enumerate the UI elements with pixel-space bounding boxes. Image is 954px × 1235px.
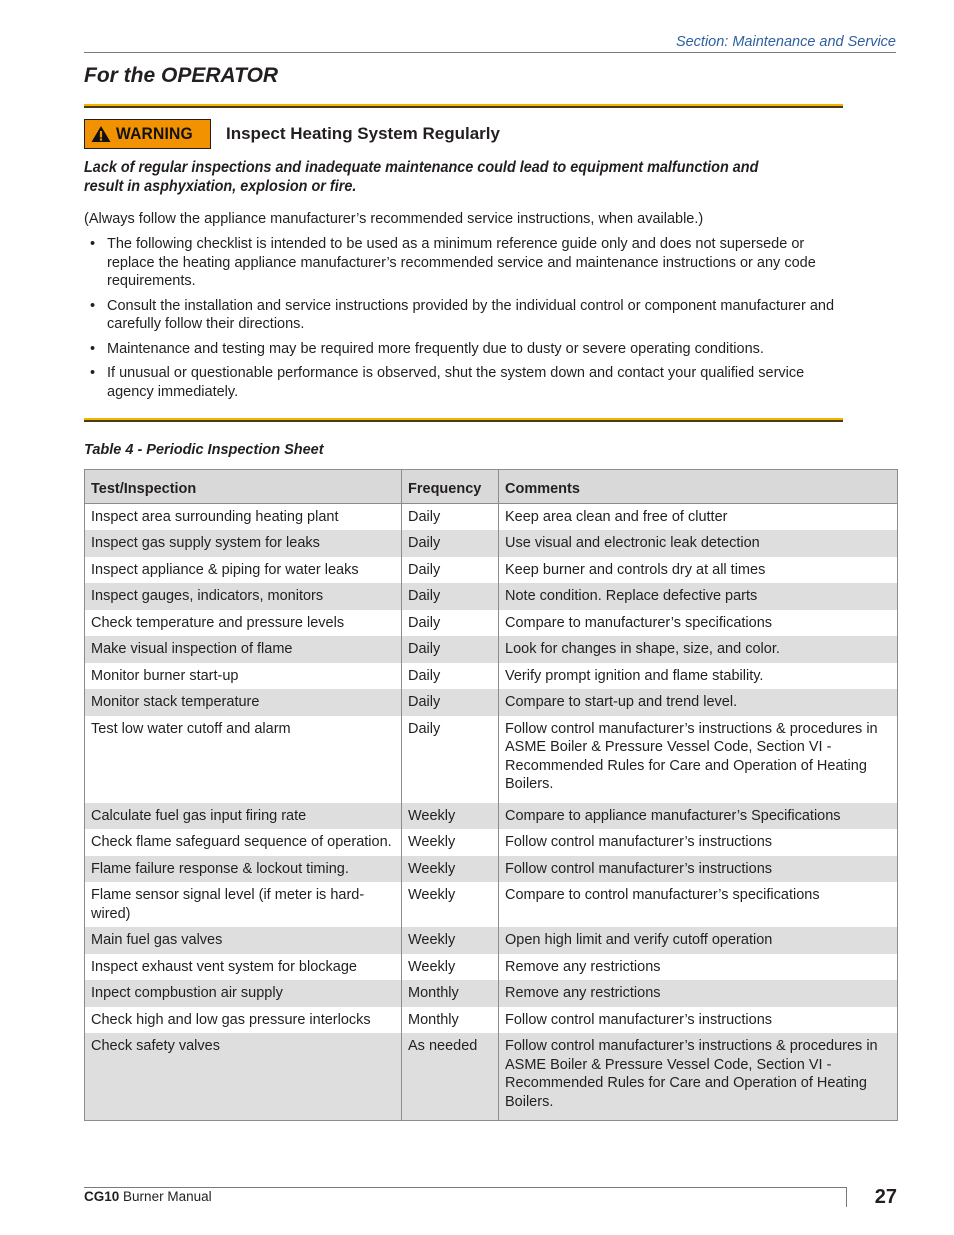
table-cell: Weekly	[402, 882, 499, 927]
warning-badge	[84, 119, 211, 149]
column-header: Comments	[499, 470, 898, 504]
table-row	[85, 927, 898, 954]
bullet-item: • The following checklist is intended to be used as a minimum reference guide only and does not supersede or replace the heating appliance manufacturer’s recommended service and maintenance instructions or any code requirements.	[90, 236, 816, 289]
table-cell: Compare to appliance manufacturer’s Specifications	[499, 803, 898, 830]
warning-triangle-icon	[91, 125, 111, 143]
table-cell: Follow control manufacturer’s instructions	[499, 1007, 898, 1034]
table-cell: Weekly	[402, 829, 499, 856]
checklist-bullets	[84, 235, 844, 407]
table-cell: Monitor stack temperature	[85, 689, 402, 716]
bullet-item: • Consult the installation and service instructions provided by the individual control or component manufacturer and carefully follow their directions.	[90, 297, 835, 332]
column-header: Frequency	[402, 470, 499, 504]
page-title: For the OPERATOR	[84, 64, 279, 87]
bullet-icon: •	[90, 365, 96, 381]
table-cell: Daily	[402, 503, 499, 530]
table-cell: Inpect compbustion air supply	[85, 980, 402, 1007]
table-row	[85, 829, 898, 856]
table-row	[85, 610, 898, 637]
table-row	[85, 716, 898, 803]
table-cell: Weekly	[402, 927, 499, 954]
table-cell: Inspect gauges, indicators, monitors	[85, 583, 402, 610]
table-row	[85, 557, 898, 584]
bullet-icon: •	[90, 340, 96, 357]
table-cell: Inspect exhaust vent system for blockage	[85, 954, 402, 981]
table-cell: Remove any restrictions	[499, 954, 898, 981]
table-cell: Open high limit and verify cutoff operation	[499, 927, 898, 954]
table-cell: Daily	[402, 610, 499, 637]
section-header: Section: Maintenance and Service	[675, 34, 896, 50]
table-cell: Monthly	[402, 1007, 499, 1034]
table-cell: Check high and low gas pressure interlocks	[85, 1007, 402, 1034]
table-cell: Compare to control manufacturer’s specifications	[499, 882, 898, 927]
inspection-table	[84, 469, 898, 1121]
service-note: (Always follow the appliance manufacturer’s recommended service instructions, when available.)	[84, 211, 704, 227]
warning-heading: Inspect Heating System Regularly	[226, 124, 500, 143]
table-cell: Monitor burner start-up	[85, 663, 402, 690]
table-row	[85, 803, 898, 830]
table-cell: Daily	[402, 636, 499, 663]
table-cell: Monthly	[402, 980, 499, 1007]
table-cell: Inspect gas supply system for leaks	[85, 530, 402, 557]
bullet-item: • Maintenance and testing may be required more frequently due to dusty or severe operating conditions.	[90, 340, 764, 357]
table-row	[85, 1033, 898, 1121]
table-cell: Follow control manufacturer’s instructions & procedures in ASME Boiler & Pressure Vessel Code, Section VI - Recommended Rules for Care and Operation of Heating Boilers.	[499, 1033, 898, 1121]
hazard-statement: Lack of regular inspections and inadequate maintenance could lead to equipment malfunction and result in asphyxiation, explosion or fire.	[84, 159, 759, 195]
page-number: 27	[874, 1186, 897, 1208]
table-cell: Daily	[402, 716, 499, 803]
table-row	[85, 954, 898, 981]
table-cell: Flame failure response & lockout timing.	[85, 856, 402, 883]
table-row	[85, 636, 898, 663]
table-cell: Daily	[402, 689, 499, 716]
table-row	[85, 882, 898, 927]
footer-manual-name: Burner Manual	[123, 1189, 212, 1204]
table-cell: Daily	[402, 530, 499, 557]
table-cell: Make visual inspection of flame	[85, 636, 402, 663]
table-cell: Check temperature and pressure levels	[85, 610, 402, 637]
table-cell: Follow control manufacturer’s instructions	[499, 829, 898, 856]
table-cell: Note condition. Replace defective parts	[499, 583, 898, 610]
header-rule	[84, 52, 896, 53]
table-row	[85, 1007, 898, 1034]
footer-divider	[846, 1187, 847, 1207]
table-cell: Look for changes in shape, size, and color.	[499, 636, 898, 663]
table-row	[85, 663, 898, 690]
table-cell: As needed	[402, 1033, 499, 1121]
table-cell: Daily	[402, 557, 499, 584]
table-caption: Table 4 - Periodic Inspection Sheet	[84, 442, 324, 458]
table-cell: Weekly	[402, 803, 499, 830]
warning-label: WARNING	[116, 124, 193, 143]
table-cell: Keep area clean and free of clutter	[499, 503, 898, 530]
table-cell: Compare to start-up and trend level.	[499, 689, 898, 716]
table-cell: Calculate fuel gas input firing rate	[85, 803, 402, 830]
footer-rule	[84, 1187, 846, 1188]
bullet-item: • If unusual or questionable performance is observed, shut the system down and contact your qualified service agency immediately.	[90, 365, 805, 400]
table-cell: Use visual and electronic leak detection	[499, 530, 898, 557]
table-cell: Daily	[402, 583, 499, 610]
column-header: Test/Inspection	[85, 470, 402, 504]
bullet-icon: •	[90, 236, 96, 252]
table-cell: Daily	[402, 663, 499, 690]
warning-bottom-rule	[84, 418, 843, 422]
table-cell: Inspect appliance & piping for water leaks	[85, 557, 402, 584]
table-cell: Remove any restrictions	[499, 980, 898, 1007]
table-cell: Keep burner and controls dry at all times	[499, 557, 898, 584]
table-cell: Main fuel gas valves	[85, 927, 402, 954]
table-row	[85, 856, 898, 883]
table-cell: Inspect area surrounding heating plant	[85, 503, 402, 530]
table-cell: Flame sensor signal level (if meter is hard-wired)	[85, 882, 402, 927]
warning-top-rule	[84, 104, 843, 108]
table-cell: Verify prompt ignition and flame stability.	[499, 663, 898, 690]
table-cell: Follow control manufacturer’s instructions & procedures in ASME Boiler & Pressure Vessel Code, Section VI - Recommended Rules for Care and Operation of Heating Boilers.	[499, 716, 898, 803]
table-cell: Check flame safeguard sequence of operation.	[85, 829, 402, 856]
table-cell: Compare to manufacturer’s specifications	[499, 610, 898, 637]
table-header-row	[85, 470, 898, 504]
table-cell: Weekly	[402, 954, 499, 981]
footer-manual-title	[84, 1189, 212, 1204]
table-cell: Check safety valves	[85, 1033, 402, 1121]
table-row	[85, 503, 898, 530]
table-cell: Weekly	[402, 856, 499, 883]
table-row	[85, 583, 898, 610]
footer-model: CG10	[84, 1189, 120, 1204]
table-row	[85, 530, 898, 557]
bullet-icon: •	[90, 297, 96, 314]
table-row	[85, 980, 898, 1007]
table-row	[85, 689, 898, 716]
table-cell: Follow control manufacturer’s instructions	[499, 856, 898, 883]
table-cell: Test low water cutoff and alarm	[85, 716, 402, 803]
